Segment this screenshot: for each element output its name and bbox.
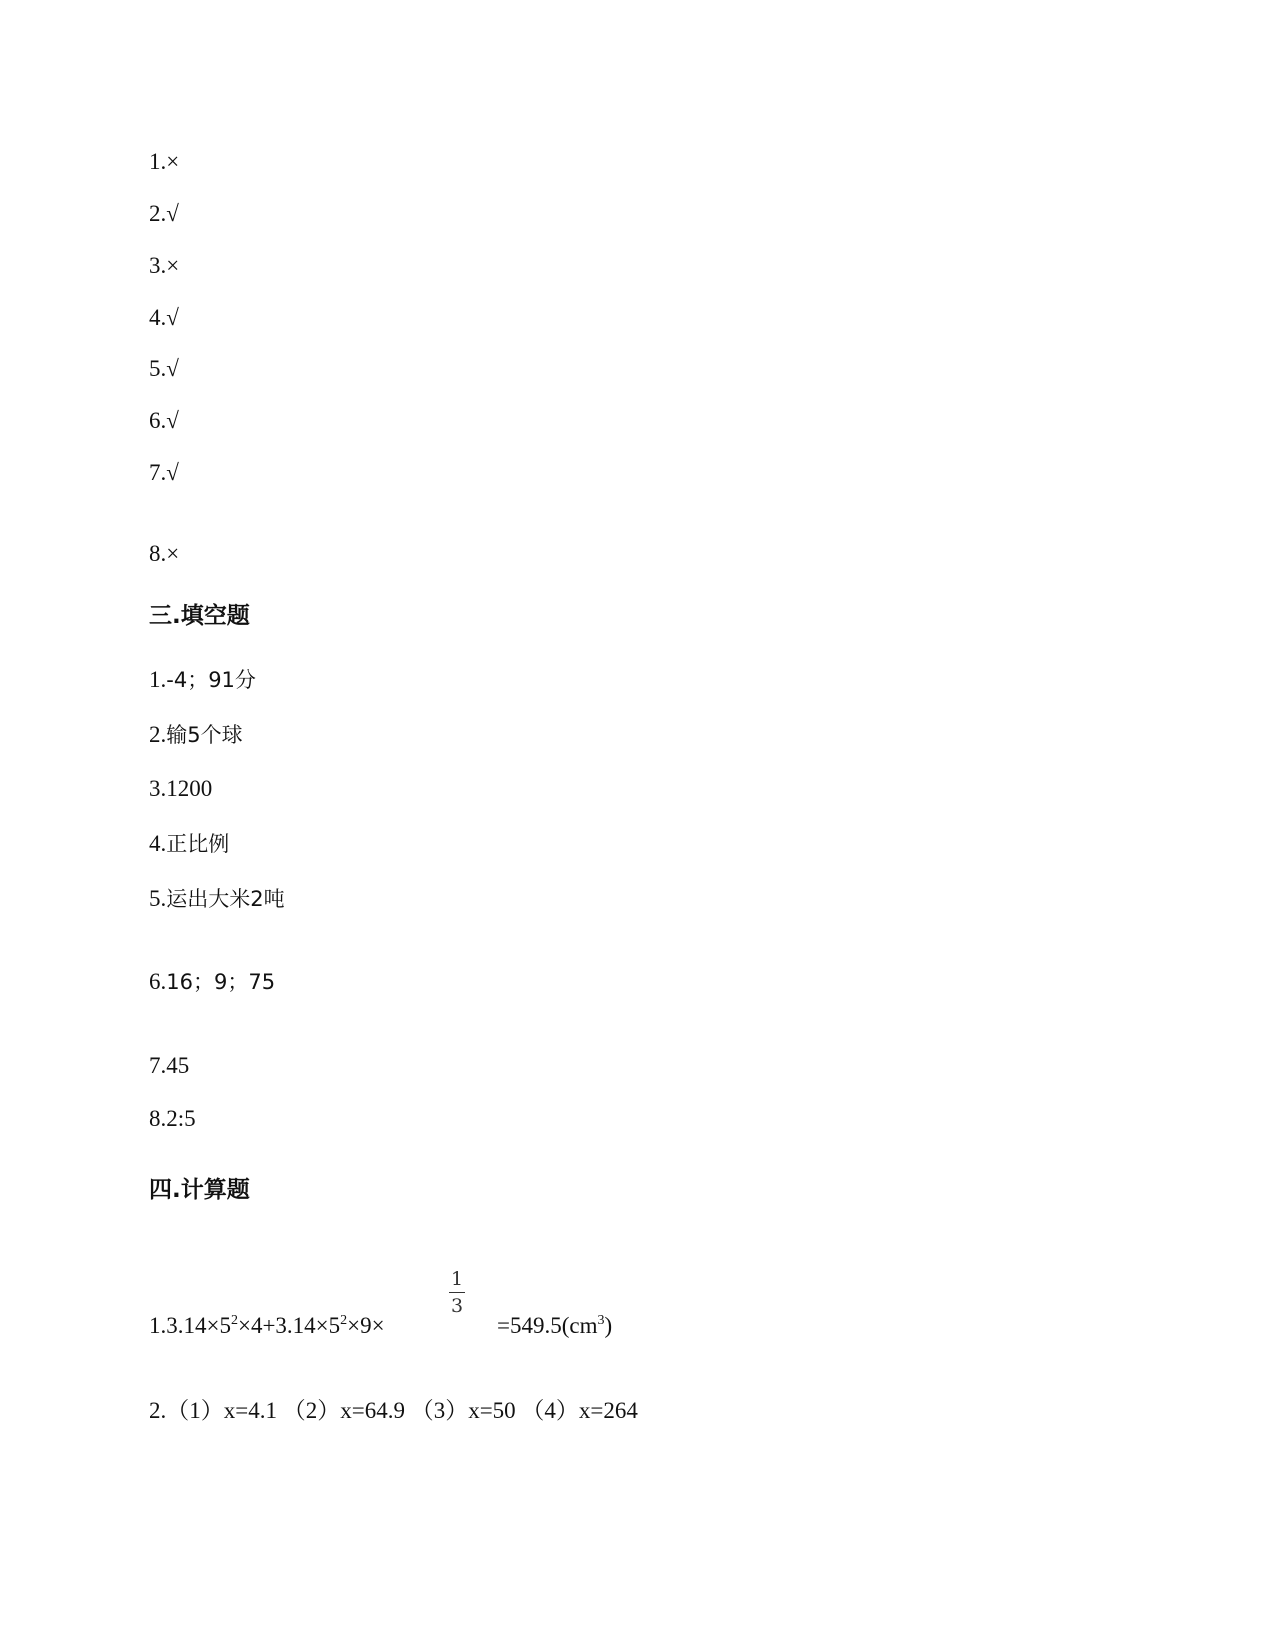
item-text: 运出大米2吨 xyxy=(166,887,285,911)
answer-line: 3.× xyxy=(149,253,180,278)
equation-line xyxy=(149,1312,385,1340)
fraction-bar xyxy=(449,1292,465,1293)
item-text: 输5个球 xyxy=(166,723,243,747)
section-heading: 四.计算题 xyxy=(149,1177,250,1203)
answer-line xyxy=(149,1105,196,1133)
result-value: =549.5(cm xyxy=(497,1313,598,1338)
item-number: 2. xyxy=(149,722,167,747)
item-text: -4；91分 xyxy=(166,668,256,692)
answer-line xyxy=(149,1052,189,1080)
item-number: 3. xyxy=(149,776,167,801)
answer-line xyxy=(149,968,275,996)
equation-result xyxy=(497,1312,612,1340)
item-number: 6. xyxy=(149,969,167,994)
answer-line: 7.√ xyxy=(149,460,179,485)
answer-line: 5.√ xyxy=(149,356,179,381)
equation-part: ×9× xyxy=(347,1313,385,1338)
equation-part: 1.3.14×5 xyxy=(149,1313,231,1338)
answer-line: 6.√ xyxy=(149,408,179,433)
section-heading: 三.填空题 xyxy=(149,603,250,629)
answer-line xyxy=(149,721,243,749)
answer-line xyxy=(149,885,285,913)
answer-line: 2.√ xyxy=(149,201,179,226)
fraction-denominator: 3 xyxy=(450,1295,464,1317)
item-number: 7. xyxy=(149,1053,167,1078)
item-text: 2:5 xyxy=(166,1106,196,1131)
answer-line: 4.√ xyxy=(149,305,179,330)
fraction-one-third xyxy=(446,1268,468,1317)
answer-line xyxy=(149,775,212,803)
item-number: 5. xyxy=(149,886,167,911)
equation-line: 2.（1）x=4.1 （2）x=64.9 （3）x=50 （4）x=264 xyxy=(149,1398,638,1423)
item-number: 1. xyxy=(149,667,167,692)
item-number: 4. xyxy=(149,831,167,856)
answer-line xyxy=(149,666,256,694)
item-text: 正比例 xyxy=(166,832,230,856)
item-number: 8. xyxy=(149,1106,167,1131)
item-text: 45 xyxy=(166,1053,190,1078)
answer-line xyxy=(149,830,229,858)
fraction-numerator: 1 xyxy=(450,1268,464,1290)
item-text: 1200 xyxy=(166,776,213,801)
exponent: 2 xyxy=(340,1313,348,1328)
exponent: 2 xyxy=(230,1313,238,1328)
item-text: 16；9；75 xyxy=(166,970,276,994)
answer-line: 8.× xyxy=(149,541,180,566)
result-close: ) xyxy=(604,1313,613,1338)
equation-part: ×4+3.14×5 xyxy=(237,1313,341,1338)
exponent: 3 xyxy=(597,1313,605,1328)
answer-line: 1.× xyxy=(149,149,180,174)
